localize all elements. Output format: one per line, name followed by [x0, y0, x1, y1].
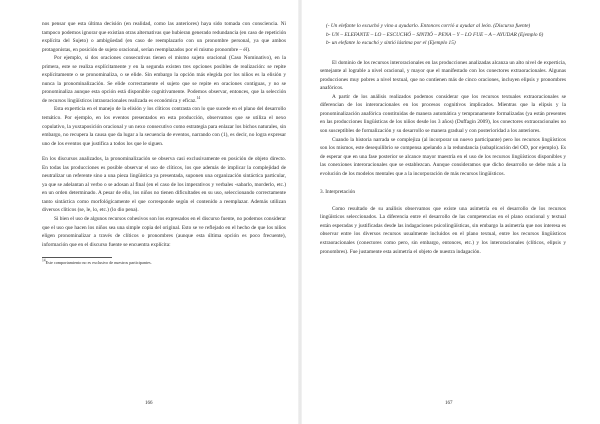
- example-6: b- UN – ELEFANTE – LO – ESCUCHÓ – SINTIÓ – PENA – Y – LO FUE – A – AYUDAR (Ejemplo 6): [326, 31, 544, 38]
- footnote: [42, 260, 286, 266]
- right-page: [300, 0, 600, 424]
- left-paragraph-2-text: Por ejemplo, si dos oraciones consecutivas tienen el mismo sujeto oracional (Caso Nominativo), en la primera, este se realiza explícitamente y en la segunda existen tres opciones posibles de realización: se repite explícitamente o se pronominaliza, o se elide. Sin embargo la opción más elegida por los niños es la elisión y nunca la pronominalización. Se elide correctamente el sujeto que se repite en oraciones contiguas, y no se pronominaliza aunque esta opción está disponible cognitivamente. Podemos observar, entonces, que la selección de recursos lingüísticos intraoracionales realizada es económica y eficaz.: [42, 55, 286, 104]
- right-paragraph-3: Cuando la historia narrada se complejiza (al incorporar un nuevo participante) pero los recursos lingüísticos son los mismos, este desequilibrio se compensa apelando a la redundancia (subaplicación del OD, por ejemplo). Es de esperar que en una fase posterior se alcance mayor maestría en el uso de los recursos lingüísticos disponibles y las conexiones interoracionales que se establezcan. Aunque consideramos que dicho desarrollo se debe más a la evolución de los modelos mentales que a la incorporación de más recursos lingüísticos.: [320, 136, 566, 177]
- left-paragraph-1: nos pensar que esta última decisión (en realidad, como las anteriores) haya sido tomada con consciencia. Ni tampoco podemos ignorar que existían otras alternativas que hubieran generado redundancia (en caso de repetición explícita del Sujeto) o ambigüedad (en caso de reemplazarlo con un pronombre personal, ya que ambos protagonistas, en posición de sujeto oracional, serían reemplazados por el mismo pronombre – él).: [42, 21, 286, 53]
- left-paragraph-4: En los discursos analizados, la pronominalización se observa casi exclusivamente en posición de objeto directo. En todas las producciones es posible observar el uso de clíticos, los que además de implicar la complejidad de neutralizar un referente sino a una pieza lingüística ya presentada, suponen una organización sintáctica particular, ya que se adelantan al verbo o se adosan al final (en el caso de los imperativos y verbales -sabarlo, morderlo, etc.) en un orden determinado. A pesar de ello, los niños no tienen dificultades en su uso, seleccionando correctamente tanto sintáctica como morfológicamente el que corresponde según el contenido a reemplazar. Además utilizan diversos clíticos (se, le, lo, etc.) (lo dio pena).: [42, 156, 286, 214]
- page-number-right: 167: [445, 401, 453, 406]
- left-paragraph-2: [42, 54, 286, 105]
- footnote-reference: 14: [196, 96, 201, 101]
- left-paragraph-5: Si bien el uso de algunos recursos cohesivos son los expresados en el discurso fuente, no podemos considerar que el uso que hacen los niños sea una simple copia del original. Esto se ve reflejado en el hecho de que los niños eligen pronominalizar a través de clíticos o pronombres (aunque esta última opción es poco frecuente), información que en el discurso fuente se encuentra explícita:: [42, 216, 286, 248]
- right-paragraph-2: A partir de los análisis realizados podemos considerar que los recursos textuales extraoracionales se diferencian de los interoracionales en los procesos cognitivos implicados. Mientras que la elipsis y la pronominalización anafórica constituidas de manera automática y tempranamente formalizadas (ya están presentes en las producciones lingüísticas de los niños desde los 3 años) (Duffagin 2009), los conectores extraoracionales no son susceptibles de formalización y su desarrollo se manera gradual y con posterioridad a los anteriores.: [320, 93, 566, 135]
- left-paragraph-3: Esta experticia en el manejo de la elisión y los clíticos contrasta con lo que sucede en el plano del desarrollo temático. Por ejemplo, en los eventos presentados en esta producción, observamos que se utiliza el nexo copulativo, la yuxtaposición oracional y un nexo consecutivo como estrategia para enlazar los bichos naturales, sin embargo, no recupera la causa que da lugar a la secuencia de eventos, narrando con (1), es decir, no logra expresar uno de los eventos que justifica a todos los que le siguen.: [42, 106, 286, 147]
- footnote-text: Este comportamiento no es exclusivo de nuestros participantes.: [45, 260, 152, 266]
- section-heading-interpretacion: 3. Interpretación: [320, 189, 356, 196]
- right-paragraph-1: El dominio de los recursos interoracionales en las producciones analizadas alcanza un alto nivel de experticia, semejante al lograble a nivel oracional, y mayor que el manifestado con los conectores extraoracionales. Algunas producciones muy pobres a nivel textual, que no contienen más de cinco oraciones, incluyen elipsis y pronombres anafóricos.: [320, 59, 566, 92]
- footnote-marker: 14: [42, 258, 46, 263]
- example-15: b- un elefante lo escuchó y sintió lástima por el (Ejemplo 15): [326, 40, 456, 47]
- page-number-left: 166: [145, 401, 153, 406]
- example-source: (- Un elefante lo escuchó y vino a ayudarlo. Entonces corrió a ayudar al león. (Discurso fuente): [326, 23, 531, 29]
- footnote-divider: [42, 257, 112, 258]
- right-paragraph-4: Como resultado de su análisis observamos que existe una asimetría en el desarrollo de los recursos lingüísticos seleccionados. La diferencia entre el desarrollo de las competencias en el plano oracional y textual están esperadas y justificadas desde las indagaciones psicolingüísticas, sin embargo la asimetría que nos interesa es observar entre los diversos recursos usualmente incluidos en el plano textual, entre los recursos lingüísticos extraoracionales (conectores como pero, sin embargo, entonces, etc.) y los interoracionales (clíticos, elipsis y pronombres). Fue justamente esta asimetría el objeto de nuestra indagación.: [320, 205, 566, 255]
